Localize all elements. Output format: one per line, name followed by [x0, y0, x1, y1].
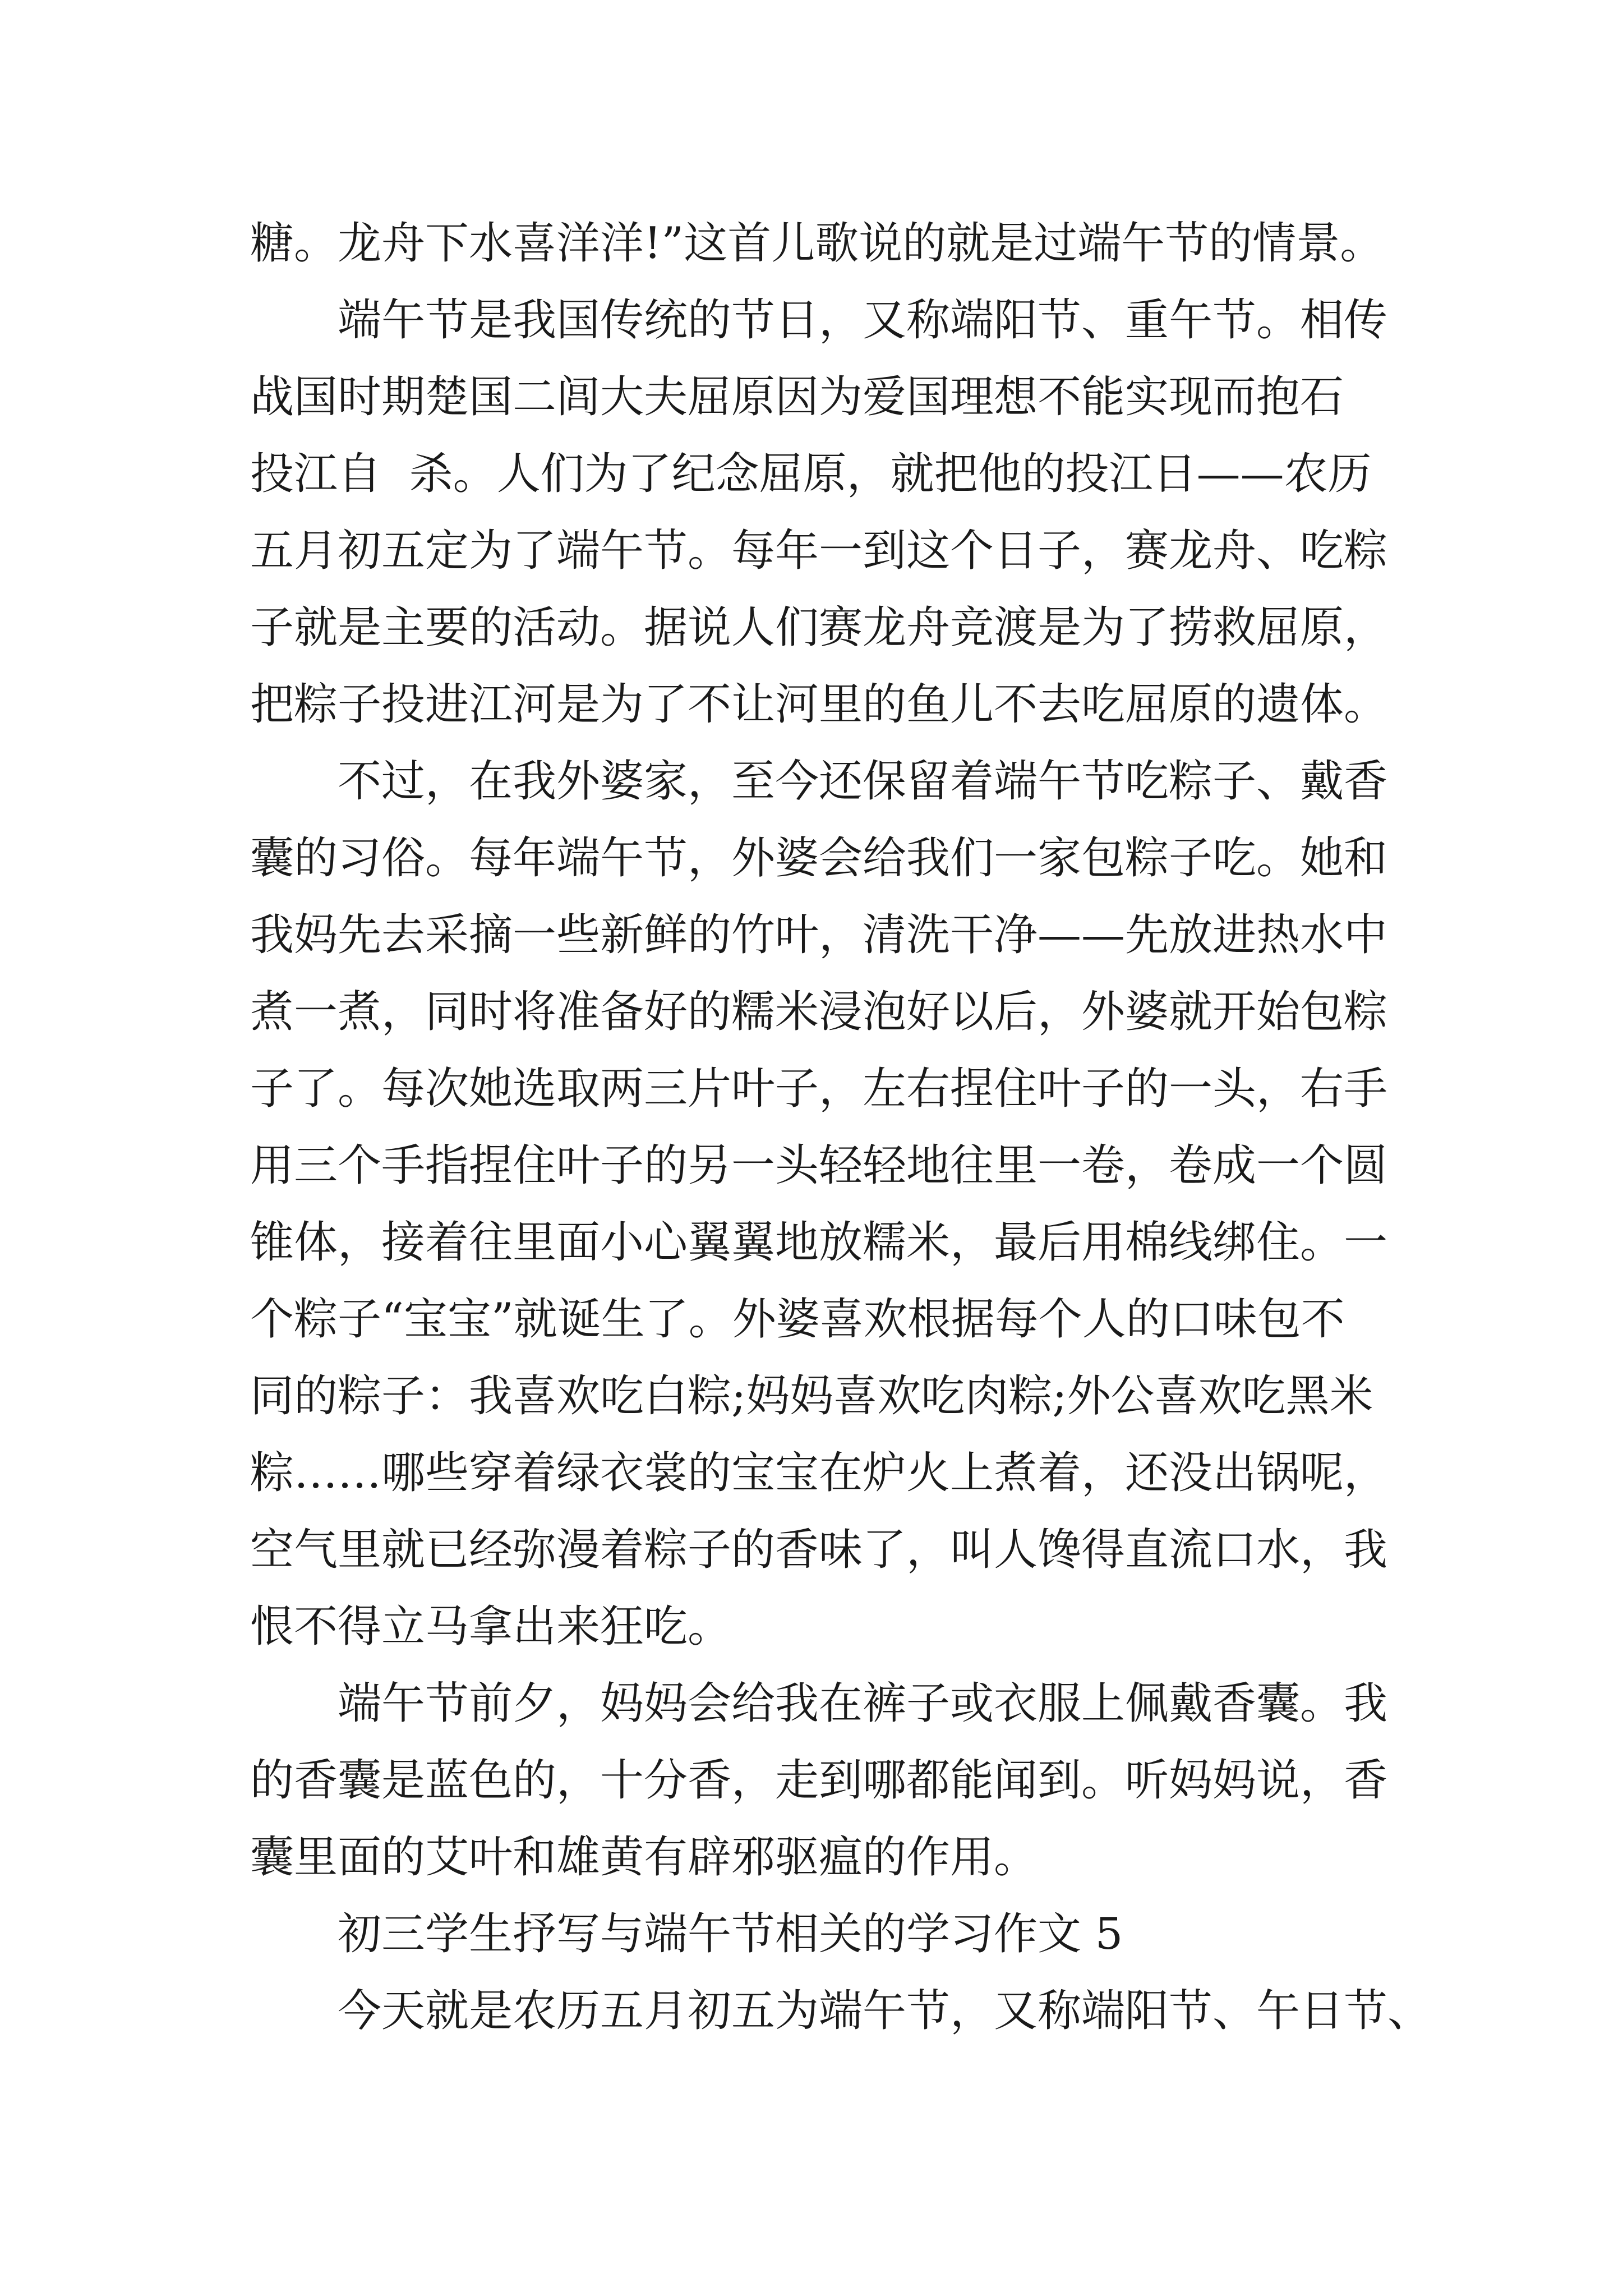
text-line: 战国时期楚国二闾大夫屈原因为爱国理想不能实现而抱石 [250, 372, 1344, 422]
paragraph-start-line: 今天就是农历五月初五为端午节，又称端阳节、午日节、 [338, 1986, 1432, 2036]
text-line: 同的粽子：我喜欢吃白粽;妈妈喜欢吃肉粽;外公喜欢吃黑米 [250, 1371, 1373, 1421]
paragraph-start-line: 不过，在我外婆家，至今还保留着端午节吃粽子、戴香 [338, 756, 1388, 807]
text-line: 子就是主要的活动。据说人们赛龙舟竞渡是为了捞救屈原， [250, 602, 1388, 653]
text-line: 粽……哪些穿着绿衣裳的宝宝在炉火上煮着，还没出锅呢， [250, 1448, 1388, 1498]
text-line: 囊里面的艾叶和雄黄有辟邪驱瘟的作用。 [250, 1832, 1038, 1883]
text-line: 囊的习俗。每年端午节，外婆会给我们一家包粽子吃。她和 [250, 833, 1388, 884]
text-line: 子了。每次她选取两三片叶子，左右捏住叶子的一头，右手 [250, 1064, 1388, 1114]
paragraph-start-line: 端午节前夕，妈妈会给我在裤子或衣服上佩戴香囊。我 [338, 1678, 1388, 1729]
section-heading: 初三学生抒写与端午节相关的学习作文 5 [338, 1909, 1123, 1959]
text-line: 个粽子“宝宝”就诞生了。外婆喜欢根据每个人的口味包不 [250, 1294, 1345, 1345]
text-line: 糖。龙舟下水喜洋洋!”这首儿歌说的就是过端午节的情景。 [250, 218, 1384, 269]
text-line: 用三个手指捏住叶子的另一头轻轻地往里一卷，卷成一个圆 [250, 1140, 1388, 1191]
text-line: 锥体，接着往里面小心翼翼地放糯米，最后用棉线绑住。一 [250, 1217, 1388, 1268]
text-line: 把粽子投进江河是为了不让河里的鱼儿不去吃屈原的遗体。 [250, 679, 1388, 730]
paragraph-start-line: 端午节是我国传统的节日，又称端阳节、重午节。相传 [338, 295, 1388, 346]
text-line: 投江自 杀。人们为了纪念屈原，就把他的投江日——农历 [250, 449, 1372, 499]
text-line: 五月初五定为了端午节。每年一到这个日子，赛龙舟、吃粽 [250, 526, 1388, 576]
text-line: 的香囊是蓝色的，十分香，走到哪都能闻到。听妈妈说，香 [250, 1755, 1388, 1806]
text-line: 煮一煮，同时将准备好的糯米浸泡好以后，外婆就开始包粽 [250, 987, 1388, 1037]
text-line: 恨不得立马拿出来狂吃。 [250, 1602, 732, 1652]
text-line: 我妈先去采摘一些新鲜的竹叶，清洗干净——先放进热水中 [250, 910, 1388, 960]
text-line: 空气里就已经弥漫着粽子的香味了，叫人馋得直流口水，我 [250, 1525, 1388, 1575]
essay-text [250, 205, 1432, 2050]
